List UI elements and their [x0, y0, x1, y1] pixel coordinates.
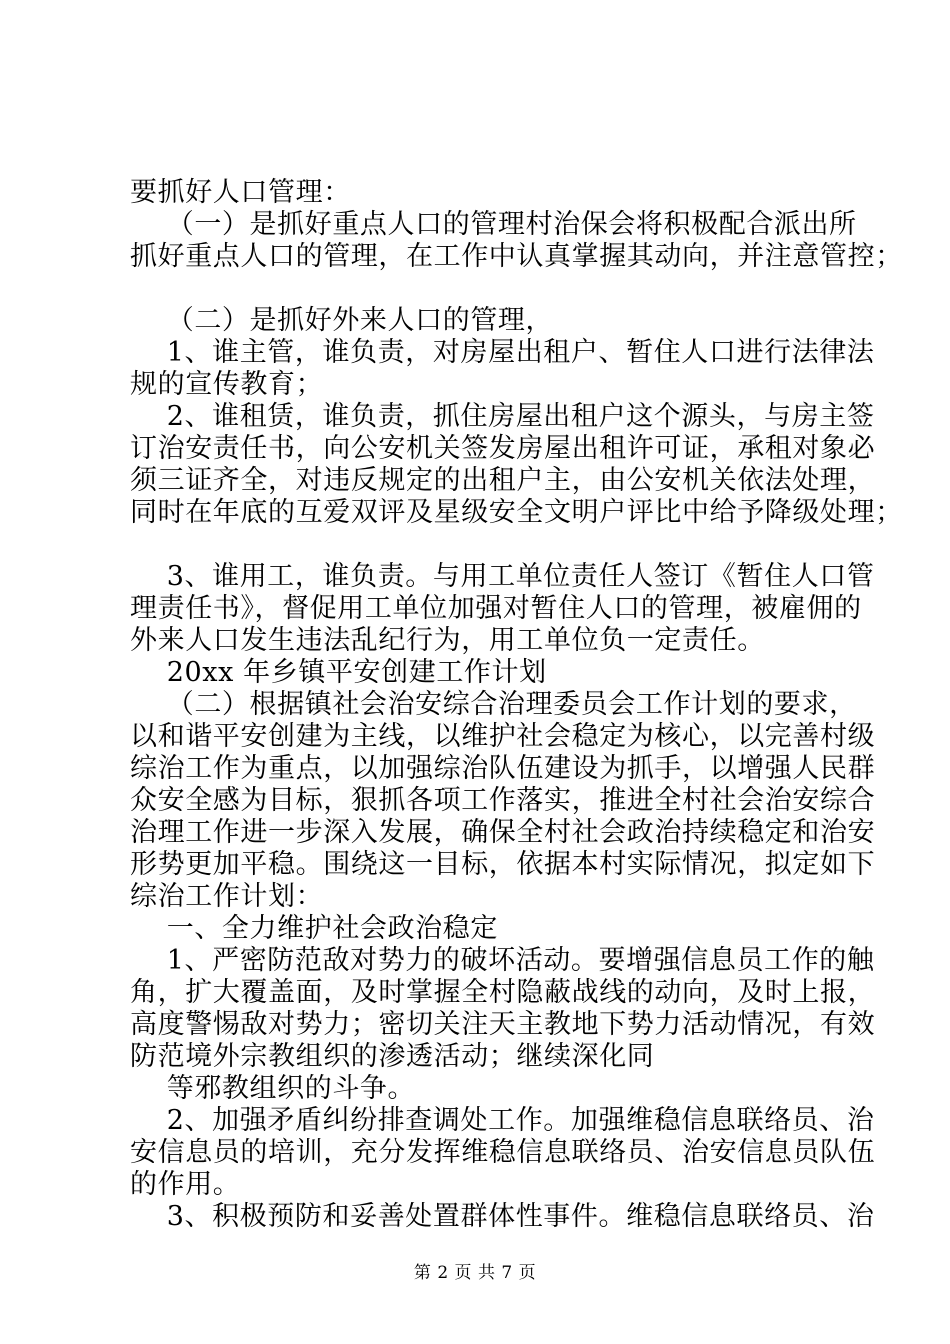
text-line: 众安全感为目标，狠抓各项工作落实，推进全村社会治安综合: [130, 785, 876, 816]
text-line: 要抓好人口管理：: [130, 177, 351, 208]
text-line: （二）是抓好外来人口的管理，: [130, 305, 554, 336]
text-line: 1、谁主管，谁负责，对房屋出租户、暂住人口进行法律法: [130, 337, 875, 368]
text-line: 抓好重点人口的管理，在工作中认真掌握其动向，并注意管控；: [130, 241, 903, 272]
text-line: 须三证齐全，对违反规定的出租户主，由公安机关依法处理，: [130, 465, 876, 496]
text-line: 2、谁租赁，谁负责，抓住房屋出租户这个源头，与房主签: [130, 401, 875, 432]
text-line: 高度警惕敌对势力；密切关注天主教地下势力活动情况，有效: [130, 1009, 876, 1040]
text-line: 理责任书》，督促用工单位加强对暂住人口的管理，被雇佣的: [130, 593, 862, 624]
text-line: 综治工作计划：: [130, 881, 324, 912]
page-number-footer: 第 2 页 共 7 页: [413, 1263, 537, 1283]
text-line: 防范境外宗教组织的渗透活动；继续深化同: [130, 1041, 655, 1072]
text-line: 安信息员的培训，充分发挥维稳信息联络员、治安信息员队伍: [130, 1137, 876, 1168]
text-line: 以和谐平安创建为主线，以维护社会稳定为核心，以完善村级: [130, 721, 876, 752]
text-line: （一）是抓好重点人口的管理村治保会将积极配合派出所: [130, 209, 857, 240]
text-line: 的作用。: [130, 1169, 241, 1200]
text-line: 订治安责任书，向公安机关签发房屋出租许可证，承租对象必: [130, 433, 876, 464]
text-line: 角，扩大覆盖面，及时掌握全村隐蔽战线的动向，及时上报，: [130, 977, 876, 1008]
text-line: 3、积极预防和妥善处置群体性事件。维稳信息联络员、治: [130, 1201, 875, 1232]
text-line: 一、全力维护社会政治稳定: [130, 913, 498, 944]
text-line: 20xx 年乡镇平安创建工作计划: [130, 657, 547, 688]
text-line: （二）根据镇社会治安综合治理委员会工作计划的要求，: [130, 689, 857, 720]
text-line: 治理工作进一步深入发展，确保全村社会政治持续稳定和治安: [130, 817, 876, 848]
text-line: 3、谁用工，谁负责。与用工单位责任人签订《暂住人口管: [130, 561, 875, 592]
text-line: 形势更加平稳。围绕这一目标，依据本村实际情况，拟定如下: [130, 849, 876, 880]
text-line: 2、加强矛盾纠纷排查调处工作。加强维稳信息联络员、治: [130, 1105, 875, 1136]
text-line: 同时在年底的互爱双评及星级安全文明户评比中给予降级处理；: [130, 497, 903, 528]
text-line: 综治工作为重点，以加强综治队伍建设为抓手，以增强人民群: [130, 753, 876, 784]
text-line: 1、严密防范敌对势力的破坏活动。要增强信息员工作的触: [130, 945, 875, 976]
text-line: 规的宣传教育；: [130, 369, 324, 400]
text-line: 等邪教组织的斗争。: [130, 1073, 416, 1104]
text-line: 外来人口发生违法乱纪行为，用工单位负一定责任。: [130, 625, 765, 656]
